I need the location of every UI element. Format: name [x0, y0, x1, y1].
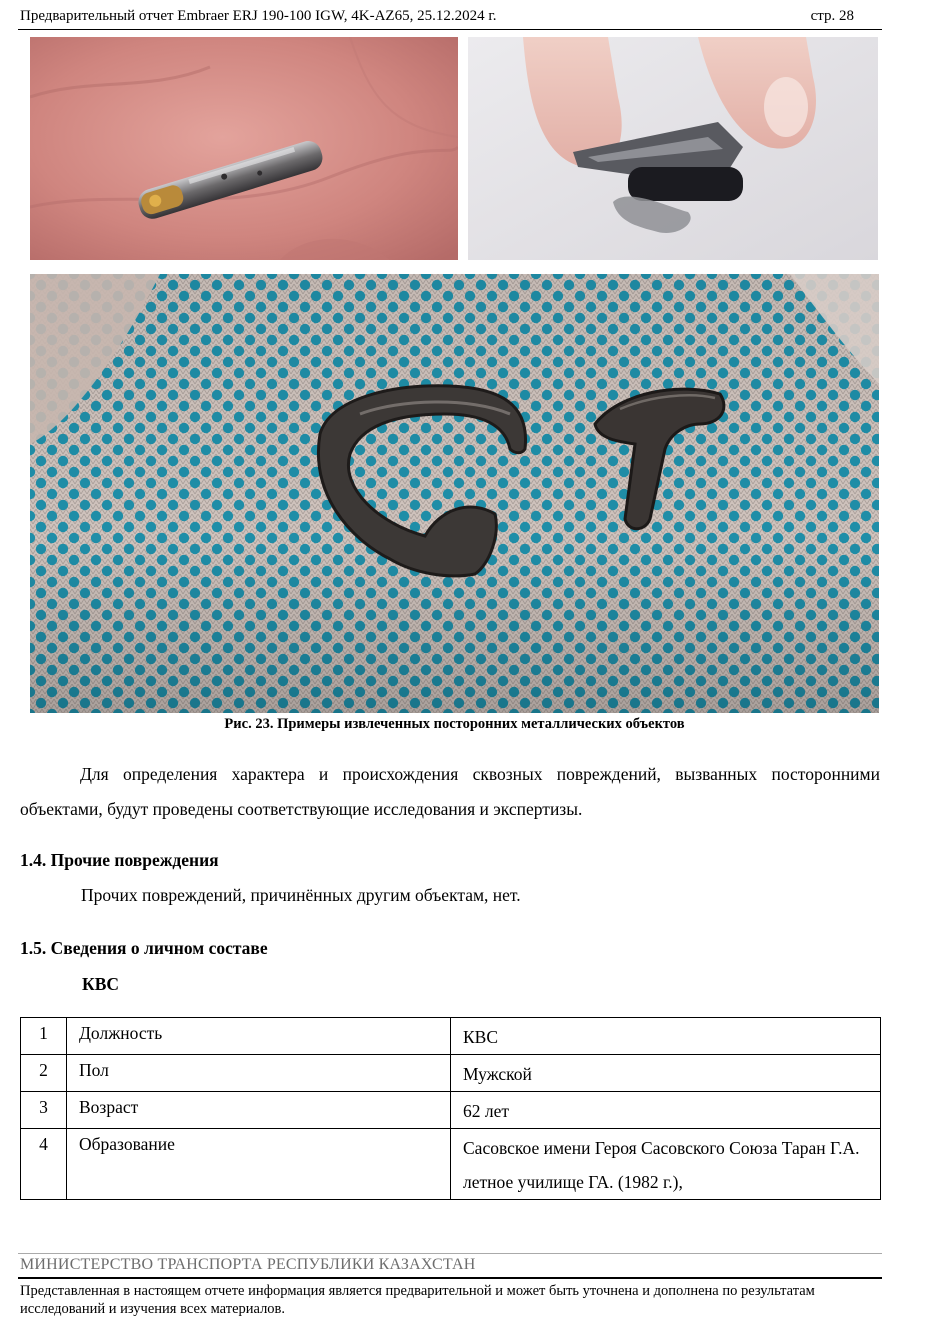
row-number: 4: [21, 1129, 67, 1200]
page-number: стр. 28: [810, 8, 854, 24]
row-value: 62 лет: [451, 1092, 881, 1129]
table-row: [21, 1018, 881, 1055]
row-field: Пол: [67, 1055, 451, 1092]
table-row: [21, 1129, 881, 1200]
row-field: Должность: [67, 1018, 451, 1055]
report-title: Предварительный отчет Embraer ERJ 190-100 IGW, 4K-AZ65, 25.12.2024 г.: [20, 8, 497, 24]
row-number: 2: [21, 1055, 67, 1092]
table-row: [21, 1092, 881, 1129]
crew-info-table: [20, 1017, 881, 1200]
paragraph-other-damage: Прочих повреждений, причинённых другим объектам, нет.: [81, 885, 521, 905]
ministry-name: МИНИСТЕРСТВО ТРАНСПОРТА РЕСПУБЛИКИ КАЗАХСТАН: [20, 1256, 476, 1273]
photo-objects-on-glove: [30, 274, 879, 713]
row-field: Возраст: [67, 1092, 451, 1129]
table-row: [21, 1055, 881, 1092]
section-heading-1-4: 1.4. Прочие повреждения: [20, 850, 219, 870]
footer-rule-thick: [18, 1277, 882, 1279]
header-rule: [18, 29, 882, 30]
row-value: Сасовское имени Героя Сасовского Союза Таран Г.А. летное училище ГА. (1982 г.),: [451, 1129, 881, 1200]
page-header: [20, 6, 880, 28]
row-number: 3: [21, 1092, 67, 1129]
paragraph-investigation: Для определения характера и происхождения сквозных повреждений, вызванных посторонними объектами, будут проведены соответствующие исследования и экспертизы.: [20, 764, 880, 819]
photo-fragment-in-fingers: [468, 37, 878, 260]
footer-disclaimer: Представленная в настоящем отчете информация является предварительной и может быть уточнена и дополнена по результатам исследований и изучения всех материалов.: [20, 1283, 815, 1317]
section-heading-1-5: 1.5. Сведения о личном составе: [20, 938, 268, 958]
photo-fragment-on-palm: [30, 37, 458, 260]
crew-subheading: КВС: [82, 974, 119, 994]
figure-caption: Рис. 23. Примеры извлеченных посторонних металлических объектов: [224, 716, 685, 732]
footer-rule-thin: [18, 1253, 882, 1254]
row-number: 1: [21, 1018, 67, 1055]
row-field: Образование: [67, 1129, 451, 1200]
row-value: КВС: [451, 1018, 881, 1055]
row-value: Мужской: [451, 1055, 881, 1092]
